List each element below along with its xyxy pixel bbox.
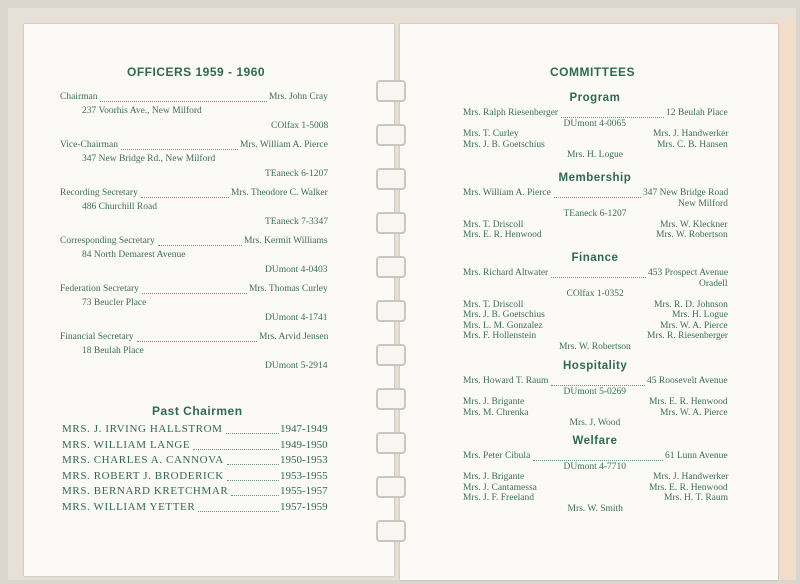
dot-leader — [193, 449, 279, 450]
past-chairman-name: MRS. J. IRVING HALLSTROM — [62, 423, 223, 435]
committee-member: Mrs. J. B. Goetschius — [463, 310, 545, 320]
committee-chair-address: 45 Roosevelt Avenue — [647, 376, 728, 386]
committee-phone: DUmont 4-7710 — [563, 461, 627, 472]
committee-title-program: Program — [569, 92, 621, 104]
dot-leader — [158, 245, 242, 246]
committee-title-hospitality: Hospitality — [563, 360, 628, 372]
officer-role: Federation Secretary — [60, 284, 139, 294]
committee-chair: Mrs. Richard Altwater — [463, 268, 549, 278]
committee-member: Mrs. J. Brigante — [463, 472, 525, 482]
committee-member: Mrs. T. Curley — [463, 129, 519, 139]
committee-member: Mrs. W. Smith — [567, 503, 623, 514]
officer-role: Corresponding Secretary — [60, 236, 155, 246]
spiral-coil — [376, 212, 406, 234]
officer-name: Mrs. Arvid Jensen — [259, 332, 329, 342]
past-chairmen-title: Past Chairmen — [152, 404, 243, 418]
officer-address: 486 Churchill Road — [82, 202, 157, 212]
committee-member: Mrs. J. Handwerker — [653, 472, 729, 482]
dot-leader — [137, 341, 257, 342]
spiral-coil — [376, 300, 406, 322]
committee-member: Mrs. W. A. Pierce — [660, 320, 728, 331]
past-chairman-name: MRS. BERNARD KRETCHMAR — [62, 485, 229, 497]
dot-leader — [121, 149, 238, 150]
committee-chair-address: 453 Prospect Avenue — [648, 268, 729, 278]
spiral-coil — [376, 124, 406, 146]
spiral-coil — [376, 80, 406, 102]
committee-title-welfare: Welfare — [572, 435, 618, 447]
committee-chair-address: 61 Lunn Avenue — [665, 451, 728, 461]
committee-member: Mrs. J. Handwerker — [653, 129, 729, 139]
spiral-coil — [376, 388, 406, 410]
dot-leader — [227, 464, 279, 465]
past-chairman-name: MRS. WILLIAM LANGE — [62, 438, 191, 451]
committee-member: Mrs. J. F. Freeland — [463, 493, 535, 503]
dot-leader — [554, 197, 641, 198]
officer-address: 73 Beucler Place — [82, 298, 147, 308]
committee-chair-address-2: Oradell — [699, 278, 728, 289]
officer-address: 84 North Demarest Avenue — [82, 250, 186, 260]
dot-leader — [231, 495, 279, 496]
past-chairman-years: 1950-1953 — [280, 454, 328, 466]
past-chairman-years: 1947-1949 — [280, 423, 328, 435]
committee-member: Mrs. L. M. Gonzalez — [463, 320, 543, 331]
committee-member: Mrs. W. A. Pierce — [660, 407, 728, 418]
spiral-coil — [376, 520, 406, 542]
committee-title-finance: Finance — [571, 252, 619, 264]
spiral-coil — [376, 476, 406, 498]
spiral-coil — [376, 432, 406, 454]
officer-phone: TEaneck 7-3347 — [265, 217, 329, 227]
dot-leader — [141, 197, 229, 198]
committee-member: Mrs. W. Robertson — [559, 341, 631, 352]
officer-phone: DUmont 5-2914 — [265, 361, 328, 371]
dot-leader — [100, 101, 267, 102]
officer-name: Mrs. John Cray — [269, 92, 328, 102]
officer-address: 18 Beulah Place — [82, 346, 144, 356]
past-chairman-years: 1953-1955 — [280, 469, 328, 482]
officer-role: Recording Secretary — [60, 188, 138, 198]
officer-role: Chairman — [60, 92, 98, 102]
dot-leader — [142, 293, 247, 294]
spiral-coil — [376, 168, 406, 190]
past-chairman-name: MRS. WILLIAM YETTER — [62, 500, 196, 513]
officers-title: OFFICERS 1959 - 1960 — [127, 65, 266, 79]
committee-chair: Mrs. William A. Pierce — [463, 188, 551, 198]
committees-title: COMMITTEES — [550, 65, 635, 79]
committee-chair: Mrs. Peter Cibula — [463, 451, 531, 461]
officer-role: Vice-Chairman — [60, 140, 118, 150]
committee-member: Mrs. W. Kleckner — [660, 219, 728, 230]
officer-name: Mrs. Thomas Curley — [249, 284, 328, 294]
committee-chair-address: 347 New Bridge Road — [643, 188, 729, 198]
past-chairman-years: 1957-1959 — [280, 500, 328, 513]
committee-member: Mrs. E. R. Henwood — [463, 230, 542, 240]
officer-role: Financial Secretary — [60, 332, 134, 342]
committee-title-membership: Membership — [558, 172, 632, 184]
past-chairman-years: 1949-1950 — [280, 438, 328, 451]
spiral-coil — [376, 344, 406, 366]
committee-member: Mrs. F. Hollenstein — [463, 331, 537, 341]
committee-phone: DUmont 5-0269 — [563, 386, 627, 397]
officer-phone: COlfax 1-5008 — [271, 121, 329, 131]
committee-chair-address-2: New Milford — [678, 198, 728, 209]
committee-member: Mrs. J. Cantamessa — [463, 482, 537, 493]
dot-leader — [198, 511, 279, 512]
past-chairman-name: MRS. CHARLES A. CANNOVA — [62, 454, 224, 466]
spiral-binding — [376, 80, 408, 560]
committee-chair: Mrs. Howard T. Raum — [463, 376, 549, 386]
dot-leader — [551, 277, 646, 278]
committee-member: Mrs. E. R. Henwood — [649, 482, 728, 493]
officer-phone: DUmont 4-1741 — [265, 313, 328, 323]
committee-member: Mrs. J. Wood — [569, 418, 621, 428]
past-chairman-name: MRS. ROBERT J. BRODERICK — [62, 469, 224, 482]
committee-chair: Mrs. Ralph Riesenberger — [463, 108, 559, 118]
committee-member: Mrs. H. Logue — [567, 150, 623, 160]
committee-phone: TEaneck 6-1207 — [563, 209, 627, 219]
officer-phone: DUmont 4-0403 — [265, 265, 328, 275]
dot-leader — [227, 480, 279, 481]
dot-leader — [226, 433, 279, 434]
committee-member: Mrs. H. Logue — [672, 310, 728, 320]
committee-member: Mrs. R. Riesenberger — [647, 331, 729, 341]
committee-member: Mrs. T. Driscoll — [463, 299, 524, 310]
committee-member: Mrs. M. Chrenka — [463, 407, 529, 418]
officer-name: Mrs. Theodore C. Walker — [231, 188, 328, 198]
committee-member: Mrs. J. B. Goetschius — [463, 139, 545, 150]
officer-name: Mrs. Kermit Williams — [244, 236, 328, 246]
committee-member: Mrs. T. Driscoll — [463, 219, 524, 230]
officer-name: Mrs. William A. Pierce — [240, 140, 328, 150]
committee-member: Mrs. C. B. Hansen — [657, 139, 728, 150]
officer-phone: TEaneck 6-1207 — [265, 169, 329, 179]
committee-member: Mrs. R. D. Johnson — [654, 299, 728, 310]
committee-chair-address: 12 Beulah Place — [666, 108, 728, 118]
officer-address: 347 New Bridge Rd., New Milford — [82, 154, 216, 164]
committee-member: Mrs. W. Robertson — [656, 230, 728, 240]
committee-phone: COlfax 1-0352 — [566, 289, 624, 299]
spiral-coil — [376, 256, 406, 278]
officer-address: 237 Voorhis Ave., New Milford — [82, 106, 202, 116]
committee-phone: DUmont 4-0065 — [563, 118, 627, 129]
committee-member: Mrs. E. R. Henwood — [649, 397, 728, 407]
committee-member: Mrs. H. T. Raum — [664, 493, 729, 503]
committee-member: Mrs. J. Brigante — [463, 397, 525, 407]
past-chairman-years: 1955-1957 — [280, 485, 328, 497]
